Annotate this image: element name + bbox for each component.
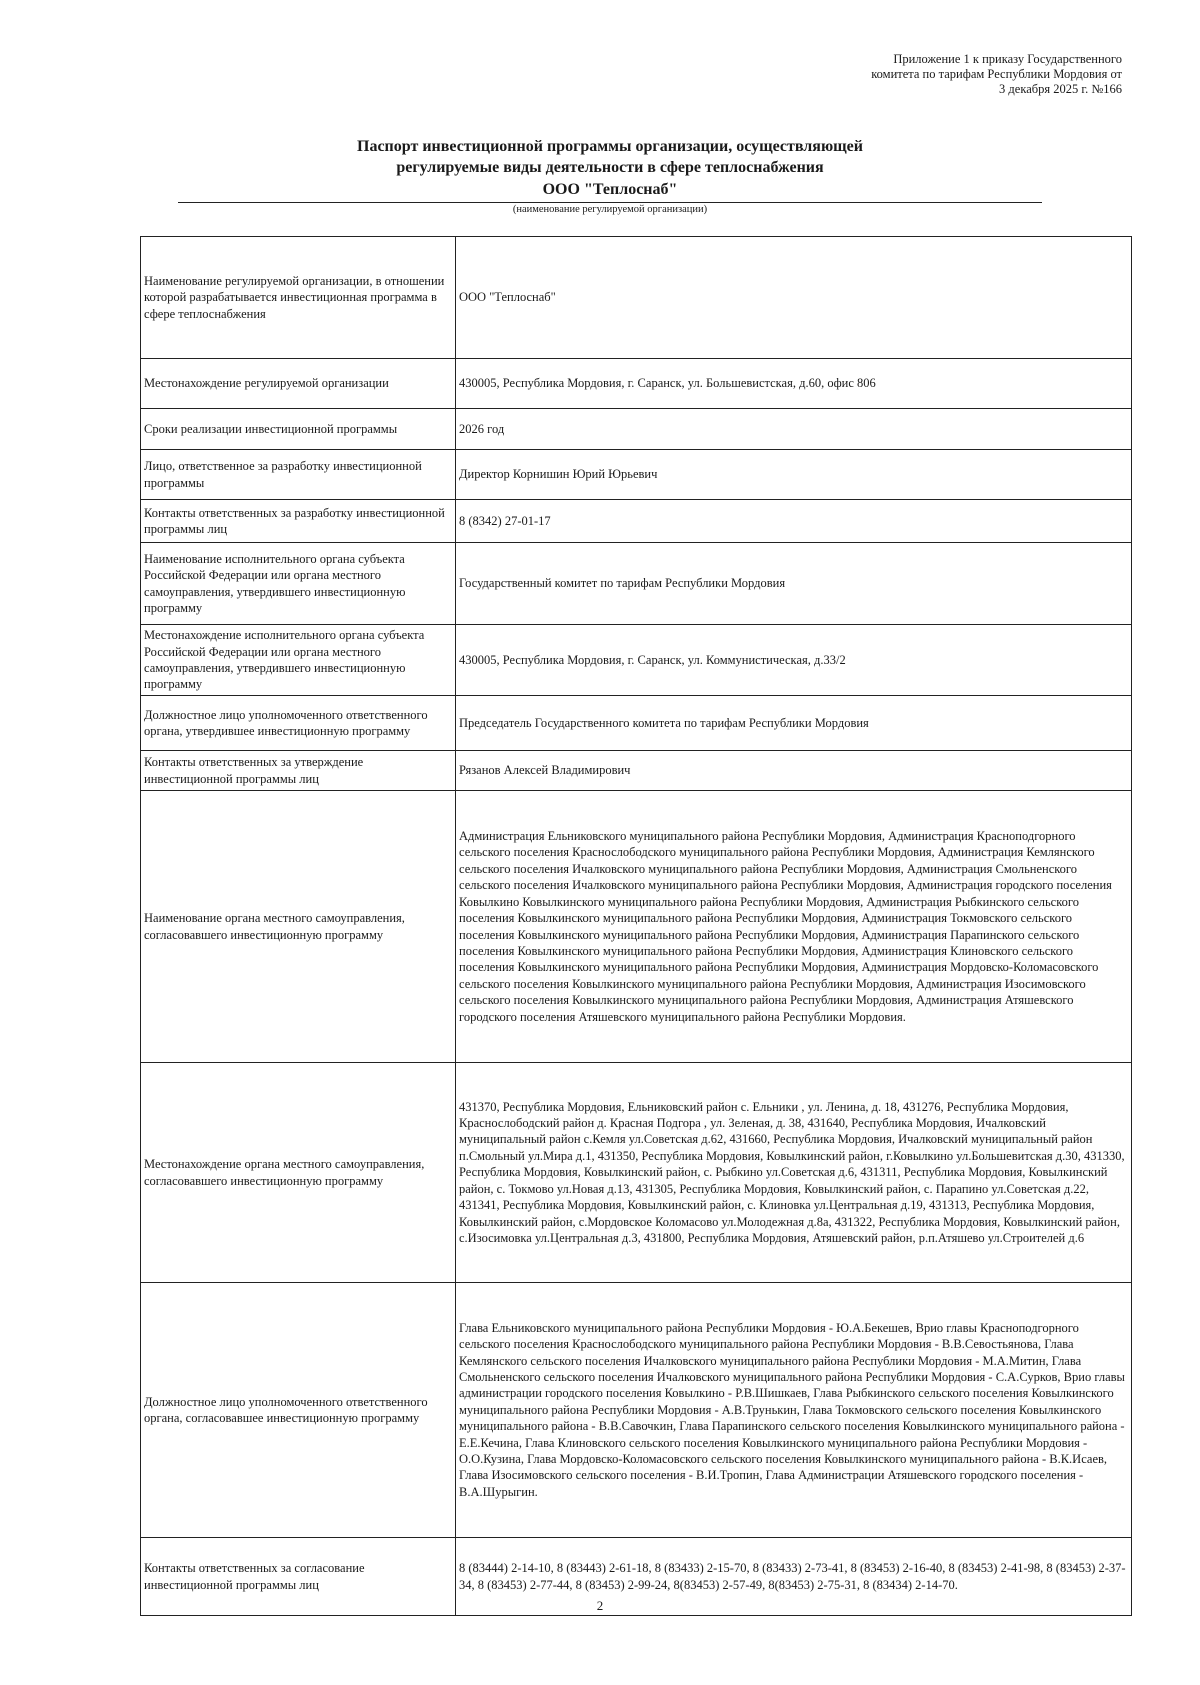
appendix-note-line: Приложение 1 к приказу Государственного: [893, 52, 1122, 66]
row-value: Администрация Ельниковского муниципального района Республики Мордовия, Администрация Красноподгорного сельского поселения Краснослободского муниципального района Республики Мордовия, Администрация Кемлянского сельского поселения Ичалковского муниципального района Республики Мордовия, Администрация Смольненского сельского поселения Ичалковского муниципального района Республики Мордовия, Администрация городского поселения Ковылкино Ковылкинского муниципального района Республики Мордовия, Администрация Рыбкинского сельского поселения Ковылкинского муниципального района Республики Мордовия, Администрация Токмовского сельского поселения Ковылкинского муниципального района Республики Мордовия, Администрация Парапинского сельского поселения Ковылкинского муниципального района Республики Мордовия, Администрация Клиновского сельского поселения Ковылкинского муниципального района Республики Мордовия, Администрация Мордовско-Коломасовского сельского поселения Ковылкинского муниципального района Республики Мордовия, Администрация Изосимовского сельского поселения Ковылкинского муниципального района Республики Мордовия, Администрация Атяшевского городского поселения Атяшевского муниципального района Республики Мордовия.: [456, 791, 1132, 1063]
table-row: [141, 625, 1132, 696]
document-title-line: регулируемые виды деятельности в сфере теплоснабжения: [396, 159, 824, 176]
table-row: [141, 359, 1132, 409]
organization-name: ООО "Теплоснаб": [542, 181, 678, 198]
row-label: Наименование регулируемой организации, в отношении которой разрабатывается инвестиционная программа в сфере теплоснабжения: [141, 237, 456, 359]
row-value: Государственный комитет по тарифам Республики Мордовия: [456, 543, 1132, 625]
row-value: 430005, Республика Мордовия, г. Саранск, ул. Большевистская, д.60, офис 806: [456, 359, 1132, 409]
organization-underline: [178, 202, 1042, 203]
document-title: [180, 136, 1040, 178]
row-value: 2026 год: [456, 409, 1132, 450]
row-value: Директор Корнишин Юрий Юрьевич: [456, 450, 1132, 500]
table-row: [141, 409, 1132, 450]
appendix-note: [812, 52, 1122, 97]
row-label: Сроки реализации инвестиционной программы: [141, 409, 456, 450]
row-label: Контакты ответственных за согласование инвестиционной программы лиц: [141, 1538, 456, 1616]
table-row: [141, 751, 1132, 791]
row-label: Лицо, ответственное за разработку инвестиционной программы: [141, 450, 456, 500]
appendix-note-line: комитета по тарифам Республики Мордовия от: [871, 67, 1122, 81]
organization-caption: (наименование регулируемой организации): [512, 204, 708, 215]
row-label: Контакты ответственных за утверждение инвестиционной программы лиц: [141, 751, 456, 791]
row-value: ООО "Теплоснаб": [456, 237, 1132, 359]
row-label: Местонахождение органа местного самоуправления, согласовавшего инвестиционную программу: [141, 1063, 456, 1283]
row-label: Местонахождение регулируемой организации: [141, 359, 456, 409]
row-label: Должностное лицо уполномоченного ответственного органа, согласовавшее инвестиционную программу: [141, 1283, 456, 1538]
page-number: 2: [596, 1598, 604, 1613]
document-title-line: Паспорт инвестиционной программы организации, осуществляющей: [357, 138, 863, 155]
table-row: [141, 500, 1132, 543]
row-value: Глава Ельниковского муниципального района Республики Мордовия - Ю.А.Бекешев, Врио главы Красноподгорного сельского поселения Краснослободского муниципального района Республики Мордовия - В.В.Севостьянова, Глава Кемлянского сельского поселения Ичалковского муниципального района Республики Мордовия - М.А.Митин, Глава Смольненского сельского поселения Ичалковского муниципального района Республики Мордовия - С.А.Сурков, Врио главы администрации городского поселения Ковылкино - Р.В.Шишкаев, Глава Рыбкинского сельского поселения Ковылкинского муниципального района Республики Мордовия - А.В.Трунькин, Глава Токмовского сельского поселения Ковылкинского муниципального района - В.В.Савочкин, Глава Парапинского сельского поселения Ковылкинского муниципального района - Е.Е.Кечина, Глава Клиновского сельского поселения Ковылкинского муниципального района Республики Мордовия - О.О.Кузина, Глава Мордовско-Коломасовского сельского поселения Ковылкинского муниципального района - В.К.Исаев, Глава Изосимовского сельского поселения - В.И.Тропин, Глава Администрации Атяшевского городского поселения - В.А.Шурыгин.: [456, 1283, 1132, 1538]
row-value: Рязанов Алексей Владимирович: [456, 751, 1132, 791]
row-value: 8 (8342) 27-01-17: [456, 500, 1132, 543]
table-row: [141, 791, 1132, 1063]
table-row: [141, 696, 1132, 751]
table-row: [141, 1283, 1132, 1538]
row-value: 431370, Республика Мордовия, Ельниковский район с. Ельники , ул. Ленина, д. 18, 431276, Республика Мордовия, Краснослободский район д. Красная Подгора , ул. Зеленая, д. 38, 431640, Республика Мордовия, Ичалковский муниципальный район с.Кемля ул.Советская д.62, 431660, Республика Мордовия, Ичалковский муниципальный район п.Смольный ул.Мира д.1, 431350, Республика Мордовия, Ковылкинский район, г.Ковылкино ул.Большевитская д.30, 431330, Республика Мордовия, Ковылкинский район, с. Рыбкино ул.Советская д.6, 431311, Республика Мордовия, Ковылкинский район, с. Токмово ул.Новая д.13, 431305, Республика Мордовия, Ковылкинский район, с. Парапино ул.Советская д.22, 431341, Республика Мордовия, Ковылкинский район, с. Клиновка ул.Центральная д.19, 431313, Республика Мордовия, Ковылкинский район, с.Мордовское Коломасово ул.Молодежная д.8а, 431322, Республика Мордовия, Ковылкинский район, с.Изосимовка ул.Центральная д.3, 431800, Республика Мордовия, Атяшевский район, р.п.Атяшево ул.Строителей д.6: [456, 1063, 1132, 1283]
passport-table-body: [141, 237, 1132, 1616]
passport-table: [140, 236, 1132, 1616]
table-row: [141, 237, 1132, 359]
table-row: [141, 1063, 1132, 1283]
row-label: Наименование исполнительного органа субъекта Российской Федерации или органа местного самоуправления, утвердившего инвестиционную программу: [141, 543, 456, 625]
row-value: 8 (83444) 2-14-10, 8 (83443) 2-61-18, 8 (83433) 2-15-70, 8 (83433) 2-73-41, 8 (83453) 2-16-40, 8 (83453) 2-41-98, 8 (83453) 2-37-34, 8 (83453) 2-77-44, 8 (83453) 2-99-24, 8(83453) 2-57-49, 8(83453) 2-75-31, 8 (83434) 2-14-70.: [456, 1538, 1132, 1616]
row-label: Наименование органа местного самоуправления, согласовавшего инвестиционную программу: [141, 791, 456, 1063]
table-row: [141, 543, 1132, 625]
row-value: 430005, Республика Мордовия, г. Саранск, ул. Коммунистическая, д.33/2: [456, 625, 1132, 696]
table-row: [141, 450, 1132, 500]
row-label: Контакты ответственных за разработку инвестиционной программы лиц: [141, 500, 456, 543]
row-value: Председатель Государственного комитета по тарифам Республики Мордовия: [456, 696, 1132, 751]
row-label: Должностное лицо уполномоченного ответственного органа, утвердившее инвестиционную программу: [141, 696, 456, 751]
appendix-note-line: 3 декабря 2025 г. №166: [999, 82, 1122, 96]
row-label: Местонахождение исполнительного органа субъекта Российской Федерации или органа местного самоуправления, утвердившего инвестиционную программу: [141, 625, 456, 696]
